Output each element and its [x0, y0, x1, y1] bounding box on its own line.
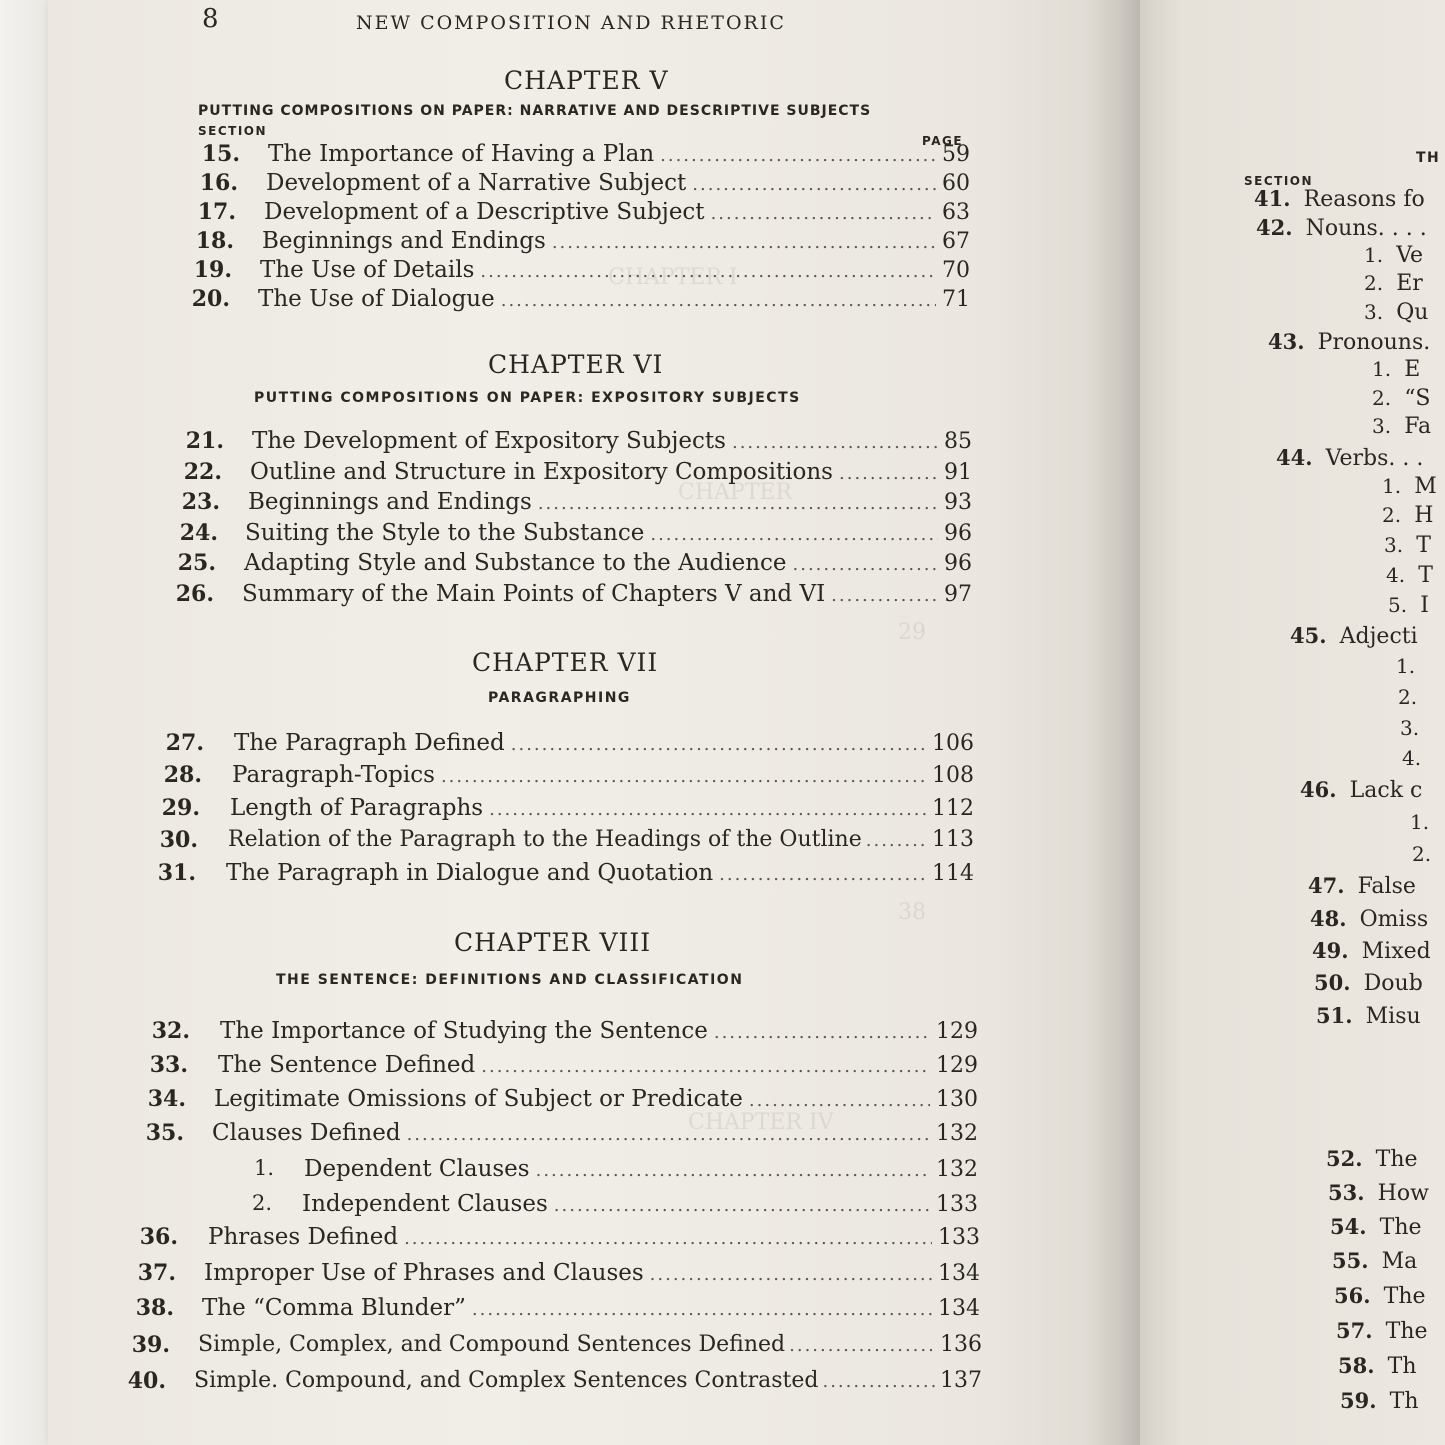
right-toc-line [1384, 533, 1431, 558]
entry-page: 132 [936, 1157, 978, 1182]
section-number: 24. [179, 520, 218, 546]
right-toc-line [1410, 810, 1429, 834]
entry-title: Misu [1365, 1004, 1421, 1029]
right-toc-line [1382, 503, 1433, 528]
toc-entry [212, 1120, 978, 1146]
entry-page: 93 [944, 490, 972, 515]
toc-entry [202, 1295, 980, 1321]
entry-title: The Development of Expository Subjects [252, 428, 726, 454]
right-toc-line [1312, 938, 1431, 964]
entry-page: 130 [936, 1087, 978, 1112]
subsection-number: 1. [1410, 810, 1430, 834]
entry-page: 63 [942, 200, 970, 225]
entry-title: The Paragraph in Dialogue and Quotation [226, 860, 714, 886]
dot-leader [732, 432, 938, 453]
dot-leader [660, 145, 936, 166]
entry-page: 137 [940, 1368, 982, 1393]
chapter-heading: CHAPTER VII [472, 648, 659, 677]
entry-title: Independent Clauses [302, 1191, 548, 1217]
entry-title: Outline and Structure in Expository Compositions [250, 459, 833, 485]
chapter-subtitle: PARAGRAPHING [488, 690, 631, 706]
dot-leader [538, 493, 938, 514]
section-column-label: SECTION [198, 124, 268, 138]
dot-leader [501, 290, 936, 311]
dot-leader [749, 1090, 930, 1111]
right-toc-line [1340, 1388, 1418, 1414]
section-number: 23. [181, 489, 220, 515]
right-toc-line [1268, 329, 1430, 355]
right-toc-line [1338, 1353, 1416, 1379]
left-page [48, 0, 1140, 1445]
dot-leader [793, 554, 938, 575]
section-number: 15. [201, 141, 240, 167]
page-column-label: PAGE [922, 134, 964, 148]
running-header: NEW COMPOSITION AND RHETORIC [356, 12, 786, 34]
right-page [1140, 0, 1445, 1445]
chapter-subtitle-fragment: TH [1416, 150, 1441, 166]
section-number: 16. [199, 170, 238, 196]
right-toc-line [1336, 1318, 1428, 1344]
right-toc-line [1316, 1003, 1421, 1029]
entry-title: Verbs. . . [1325, 446, 1424, 471]
subsection-number: 3. [1372, 414, 1392, 438]
toc-subentry [304, 1156, 978, 1182]
entry-page: 134 [938, 1296, 980, 1321]
right-toc-line [1402, 746, 1421, 770]
section-number: 17. [197, 199, 236, 225]
right-toc-line [1364, 243, 1423, 268]
subsection-number: 2. [1412, 842, 1432, 866]
section-number: 48. [1310, 906, 1347, 931]
show-through-text: 29 [898, 620, 926, 645]
section-number: 55. [1332, 1248, 1369, 1273]
section-number: 52. [1326, 1146, 1363, 1171]
entry-title: Doub [1363, 971, 1423, 996]
entry-title: Fa [1404, 414, 1432, 439]
entry-title: How [1377, 1181, 1429, 1206]
subsection-number: 2. [1398, 685, 1418, 709]
dot-leader [441, 766, 926, 787]
toc-entry [245, 520, 972, 546]
entry-page: 59 [942, 142, 970, 167]
entry-title: Suiting the Style to the Substance [245, 520, 645, 546]
dot-leader [480, 261, 936, 282]
entry-page: 106 [932, 731, 974, 756]
entry-title: Mixed [1361, 939, 1431, 964]
entry-title: The Importance of Studying the Sentence [220, 1018, 708, 1044]
dot-leader [692, 174, 936, 195]
entry-title: The “Comma Blunder” [202, 1295, 466, 1321]
entry-title: Improper Use of Phrases and Clauses [204, 1260, 644, 1286]
entry-title: Legitimate Omissions of Subject or Predicate [214, 1086, 743, 1112]
right-toc-line [1388, 593, 1429, 618]
toc-entry [252, 428, 972, 454]
entry-title: Th [1389, 1389, 1419, 1414]
entry-page: 91 [944, 460, 972, 485]
dot-leader [831, 585, 938, 606]
section-number: 51. [1316, 1003, 1353, 1028]
right-toc-line [1314, 970, 1423, 996]
entry-title: Summary of the Main Points of Chapters V and VI [242, 581, 826, 607]
section-number: 26. [175, 581, 214, 607]
entry-title: Simple. Compound, and Complex Sentences Contrasted [194, 1368, 819, 1393]
entry-page: 112 [932, 796, 974, 821]
entry-title: T [1416, 533, 1431, 558]
entry-page: 134 [938, 1261, 980, 1286]
toc-entry [194, 1368, 982, 1393]
right-toc-line [1290, 623, 1418, 649]
section-number: 35. [145, 1120, 184, 1146]
subsection-number: 5. [1388, 593, 1408, 617]
subsection-number: 2. [1364, 271, 1384, 295]
dot-leader [481, 1056, 930, 1077]
entry-page: 96 [944, 551, 972, 576]
dot-leader [511, 734, 926, 755]
entry-page: 67 [942, 229, 970, 254]
section-number: 49. [1312, 938, 1349, 963]
right-toc-line [1396, 654, 1415, 678]
section-number: 36. [139, 1224, 178, 1250]
entry-title: The Importance of Having a Plan [268, 141, 655, 167]
dot-leader [866, 830, 928, 851]
entry-title: Phrases Defined [208, 1224, 399, 1250]
right-toc-line [1364, 271, 1423, 296]
entry-title: The [1375, 1147, 1418, 1172]
dot-leader [489, 799, 926, 820]
section-number: 57. [1336, 1318, 1373, 1343]
entry-title: Omiss [1359, 907, 1429, 932]
section-number: 21. [185, 428, 224, 454]
entry-title: The Sentence Defined [218, 1052, 476, 1078]
section-number: 59. [1340, 1388, 1377, 1413]
entry-title: H [1414, 503, 1434, 528]
section-column-label: SECTION [1244, 174, 1314, 188]
entry-title: “S [1404, 386, 1431, 411]
subsection-number: 1. [1364, 243, 1384, 267]
dot-leader [719, 864, 926, 885]
right-toc-line [1386, 563, 1433, 588]
entry-page: 85 [944, 429, 972, 454]
entry-title: Th [1387, 1354, 1417, 1379]
entry-title: Adapting Style and Substance to the Audience [244, 550, 787, 576]
entry-title: Qu [1396, 300, 1429, 325]
entry-page: 71 [942, 287, 970, 312]
book-gutter-shadow [1085, 0, 1145, 1445]
chapter-heading: CHAPTER V [504, 66, 669, 95]
right-toc-line [1364, 300, 1428, 325]
page-number: 8 [202, 4, 219, 34]
section-number: 40. [127, 1368, 166, 1394]
toc-entry [204, 1260, 980, 1286]
toc-entry [260, 257, 970, 283]
toc-entry [228, 827, 974, 852]
toc-entry [232, 762, 974, 788]
section-number: 56. [1334, 1283, 1371, 1308]
right-toc-line [1310, 906, 1428, 932]
entry-title: Ve [1396, 243, 1424, 268]
entry-title: Development of a Narrative Subject [266, 170, 687, 196]
entry-page: 129 [936, 1019, 978, 1044]
subsection-number: 3. [1384, 533, 1404, 557]
subsection-number: 1. [1396, 654, 1416, 678]
section-number: 30. [159, 827, 198, 853]
dot-leader [650, 1264, 932, 1285]
dot-leader [407, 1124, 930, 1145]
chapter-subtitle: PUTTING COMPOSITIONS ON PAPER: NARRATIVE AND DESCRIPTIVE SUBJECTS [198, 103, 872, 119]
subsection-number: 3. [1364, 300, 1384, 324]
toc-entry [242, 581, 972, 607]
chapter-heading: CHAPTER VIII [454, 928, 652, 957]
dot-leader [711, 203, 936, 224]
section-number: 47. [1308, 873, 1345, 898]
subsection-number: 2. [252, 1191, 273, 1215]
right-toc-line [1300, 777, 1422, 803]
entry-title: The Use of Details [260, 257, 475, 283]
entry-title: Reasons fo [1303, 187, 1425, 212]
toc-entry [248, 489, 972, 515]
toc-entry [262, 228, 970, 254]
entry-page: 114 [932, 861, 974, 886]
dot-leader [552, 232, 936, 253]
subsection-number: 1. [1372, 357, 1392, 381]
right-toc-line [1382, 474, 1437, 499]
right-toc-line [1328, 1180, 1429, 1206]
dot-leader [789, 1335, 936, 1356]
right-toc-line [1256, 215, 1427, 241]
section-number: 50. [1314, 970, 1351, 995]
dot-leader [472, 1299, 932, 1320]
entry-page: 97 [944, 582, 972, 607]
right-toc-line [1372, 386, 1431, 411]
subsection-number: 4. [1386, 563, 1406, 587]
section-number: 53. [1328, 1180, 1365, 1205]
section-number: 46. [1300, 777, 1337, 802]
show-through-text: 38 [898, 900, 926, 925]
entry-page: 108 [932, 763, 974, 788]
right-toc-line [1412, 842, 1431, 866]
entry-title: Beginnings and Endings [262, 228, 546, 254]
section-number: 32. [151, 1018, 190, 1044]
section-number: 37. [137, 1260, 176, 1286]
section-number: 34. [147, 1086, 186, 1112]
section-number: 19. [193, 257, 232, 283]
toc-entry [258, 286, 970, 312]
entry-title: The [1379, 1215, 1422, 1240]
entry-title: Simple, Complex, and Compound Sentences Defined [198, 1332, 786, 1357]
entry-title: Nouns. . . . [1305, 216, 1427, 241]
section-number: 54. [1330, 1214, 1367, 1239]
subsection-number: 2. [1382, 503, 1402, 527]
section-number: 20. [191, 286, 230, 312]
toc-entry [244, 550, 972, 576]
entry-title: Beginnings and Endings [248, 489, 532, 515]
entry-title: E [1404, 357, 1421, 382]
entry-title: Relation of the Paragraph to the Headings of the Outline [228, 827, 862, 852]
entry-title: Length of Paragraphs [230, 795, 484, 821]
entry-title: The Use of Dialogue [258, 286, 495, 312]
right-toc-line [1398, 685, 1417, 709]
dot-leader [554, 1195, 930, 1216]
entry-page: 133 [936, 1192, 978, 1217]
entry-page: 113 [932, 827, 974, 852]
section-number: 28. [163, 762, 202, 788]
show-through-text: CHAPTER I [608, 265, 738, 290]
toc-entry [264, 199, 970, 225]
subsection-number: 1. [1382, 474, 1402, 498]
section-number: 31. [157, 860, 196, 886]
subsection-number: 4. [1402, 746, 1422, 770]
section-number: 25. [177, 550, 216, 576]
right-toc-line [1400, 716, 1419, 740]
section-number: 33. [149, 1052, 188, 1078]
entry-page: 136 [940, 1332, 982, 1357]
right-toc-line [1276, 445, 1423, 471]
toc-entry [226, 860, 974, 886]
section-number: 45. [1290, 623, 1327, 648]
section-number: 29. [161, 795, 200, 821]
right-toc-line [1254, 186, 1425, 212]
chapter-subtitle: PUTTING COMPOSITIONS ON PAPER: EXPOSITORY SUBJECTS [254, 390, 801, 406]
section-number: 41. [1254, 186, 1291, 211]
toc-entry [250, 459, 972, 485]
entry-page: 133 [938, 1225, 980, 1250]
chapter-heading: CHAPTER VI [488, 350, 664, 379]
entry-title: I [1420, 593, 1429, 618]
toc-entry [208, 1224, 980, 1250]
dot-leader [822, 1371, 936, 1392]
right-toc-line [1372, 357, 1420, 382]
right-toc-line [1330, 1214, 1422, 1240]
toc-subentry [302, 1191, 978, 1217]
entry-page: 60 [942, 171, 970, 196]
entry-title: T [1418, 563, 1433, 588]
section-number: 44. [1276, 445, 1313, 470]
toc-entry [230, 795, 974, 821]
section-number: 42. [1256, 215, 1293, 240]
toc-entry [266, 170, 970, 196]
section-number: 27. [165, 730, 204, 756]
toc-entry [198, 1332, 982, 1357]
entry-title: Lack c [1349, 778, 1423, 803]
entry-page: 70 [942, 258, 970, 283]
dot-leader [650, 524, 938, 545]
chapter-subtitle: THE SENTENCE: DEFINITIONS AND CLASSIFICATION [276, 972, 744, 988]
entry-title: Paragraph-Topics [232, 762, 435, 788]
entry-page: 132 [936, 1121, 978, 1146]
entry-page: 129 [936, 1053, 978, 1078]
entry-title: Ma [1381, 1249, 1418, 1274]
entry-title: Development of a Descriptive Subject [264, 199, 705, 225]
entry-title: The [1385, 1319, 1428, 1344]
subsection-number: 2. [1372, 386, 1392, 410]
dot-leader [839, 463, 938, 484]
toc-entry [218, 1052, 978, 1078]
entry-title: False [1357, 874, 1416, 899]
section-number: 38. [135, 1295, 174, 1321]
section-number: 22. [183, 459, 222, 485]
entry-title: Pronouns. [1317, 330, 1431, 355]
section-number: 43. [1268, 329, 1305, 354]
toc-entry [234, 730, 974, 756]
toc-entry [214, 1086, 978, 1112]
show-through-text: CHAPTER IV [688, 1110, 834, 1135]
section-number: 39. [131, 1332, 170, 1358]
right-toc-line [1334, 1283, 1426, 1309]
subsection-number: 3. [1400, 716, 1420, 740]
entry-title: Dependent Clauses [304, 1156, 530, 1182]
right-toc-line [1326, 1146, 1418, 1172]
subsection-number: 1. [254, 1156, 275, 1180]
section-number: 58. [1338, 1353, 1375, 1378]
right-toc-line [1332, 1248, 1417, 1274]
section-number: 18. [195, 228, 234, 254]
dot-leader [404, 1228, 932, 1249]
show-through-text: CHAPTER [678, 480, 793, 505]
entry-title: Clauses Defined [212, 1120, 401, 1146]
dot-leader [714, 1022, 930, 1043]
right-toc-line [1308, 873, 1416, 899]
right-toc-line [1372, 414, 1431, 439]
entry-page: 96 [944, 521, 972, 546]
entry-title: The Paragraph Defined [234, 730, 505, 756]
toc-entry [268, 141, 970, 167]
entry-title: The [1383, 1284, 1426, 1309]
entry-title: M [1414, 474, 1437, 499]
toc-entry [220, 1018, 978, 1044]
entry-title: Adjecti [1339, 624, 1418, 649]
entry-title: Er [1396, 271, 1423, 296]
dot-leader [536, 1160, 930, 1181]
